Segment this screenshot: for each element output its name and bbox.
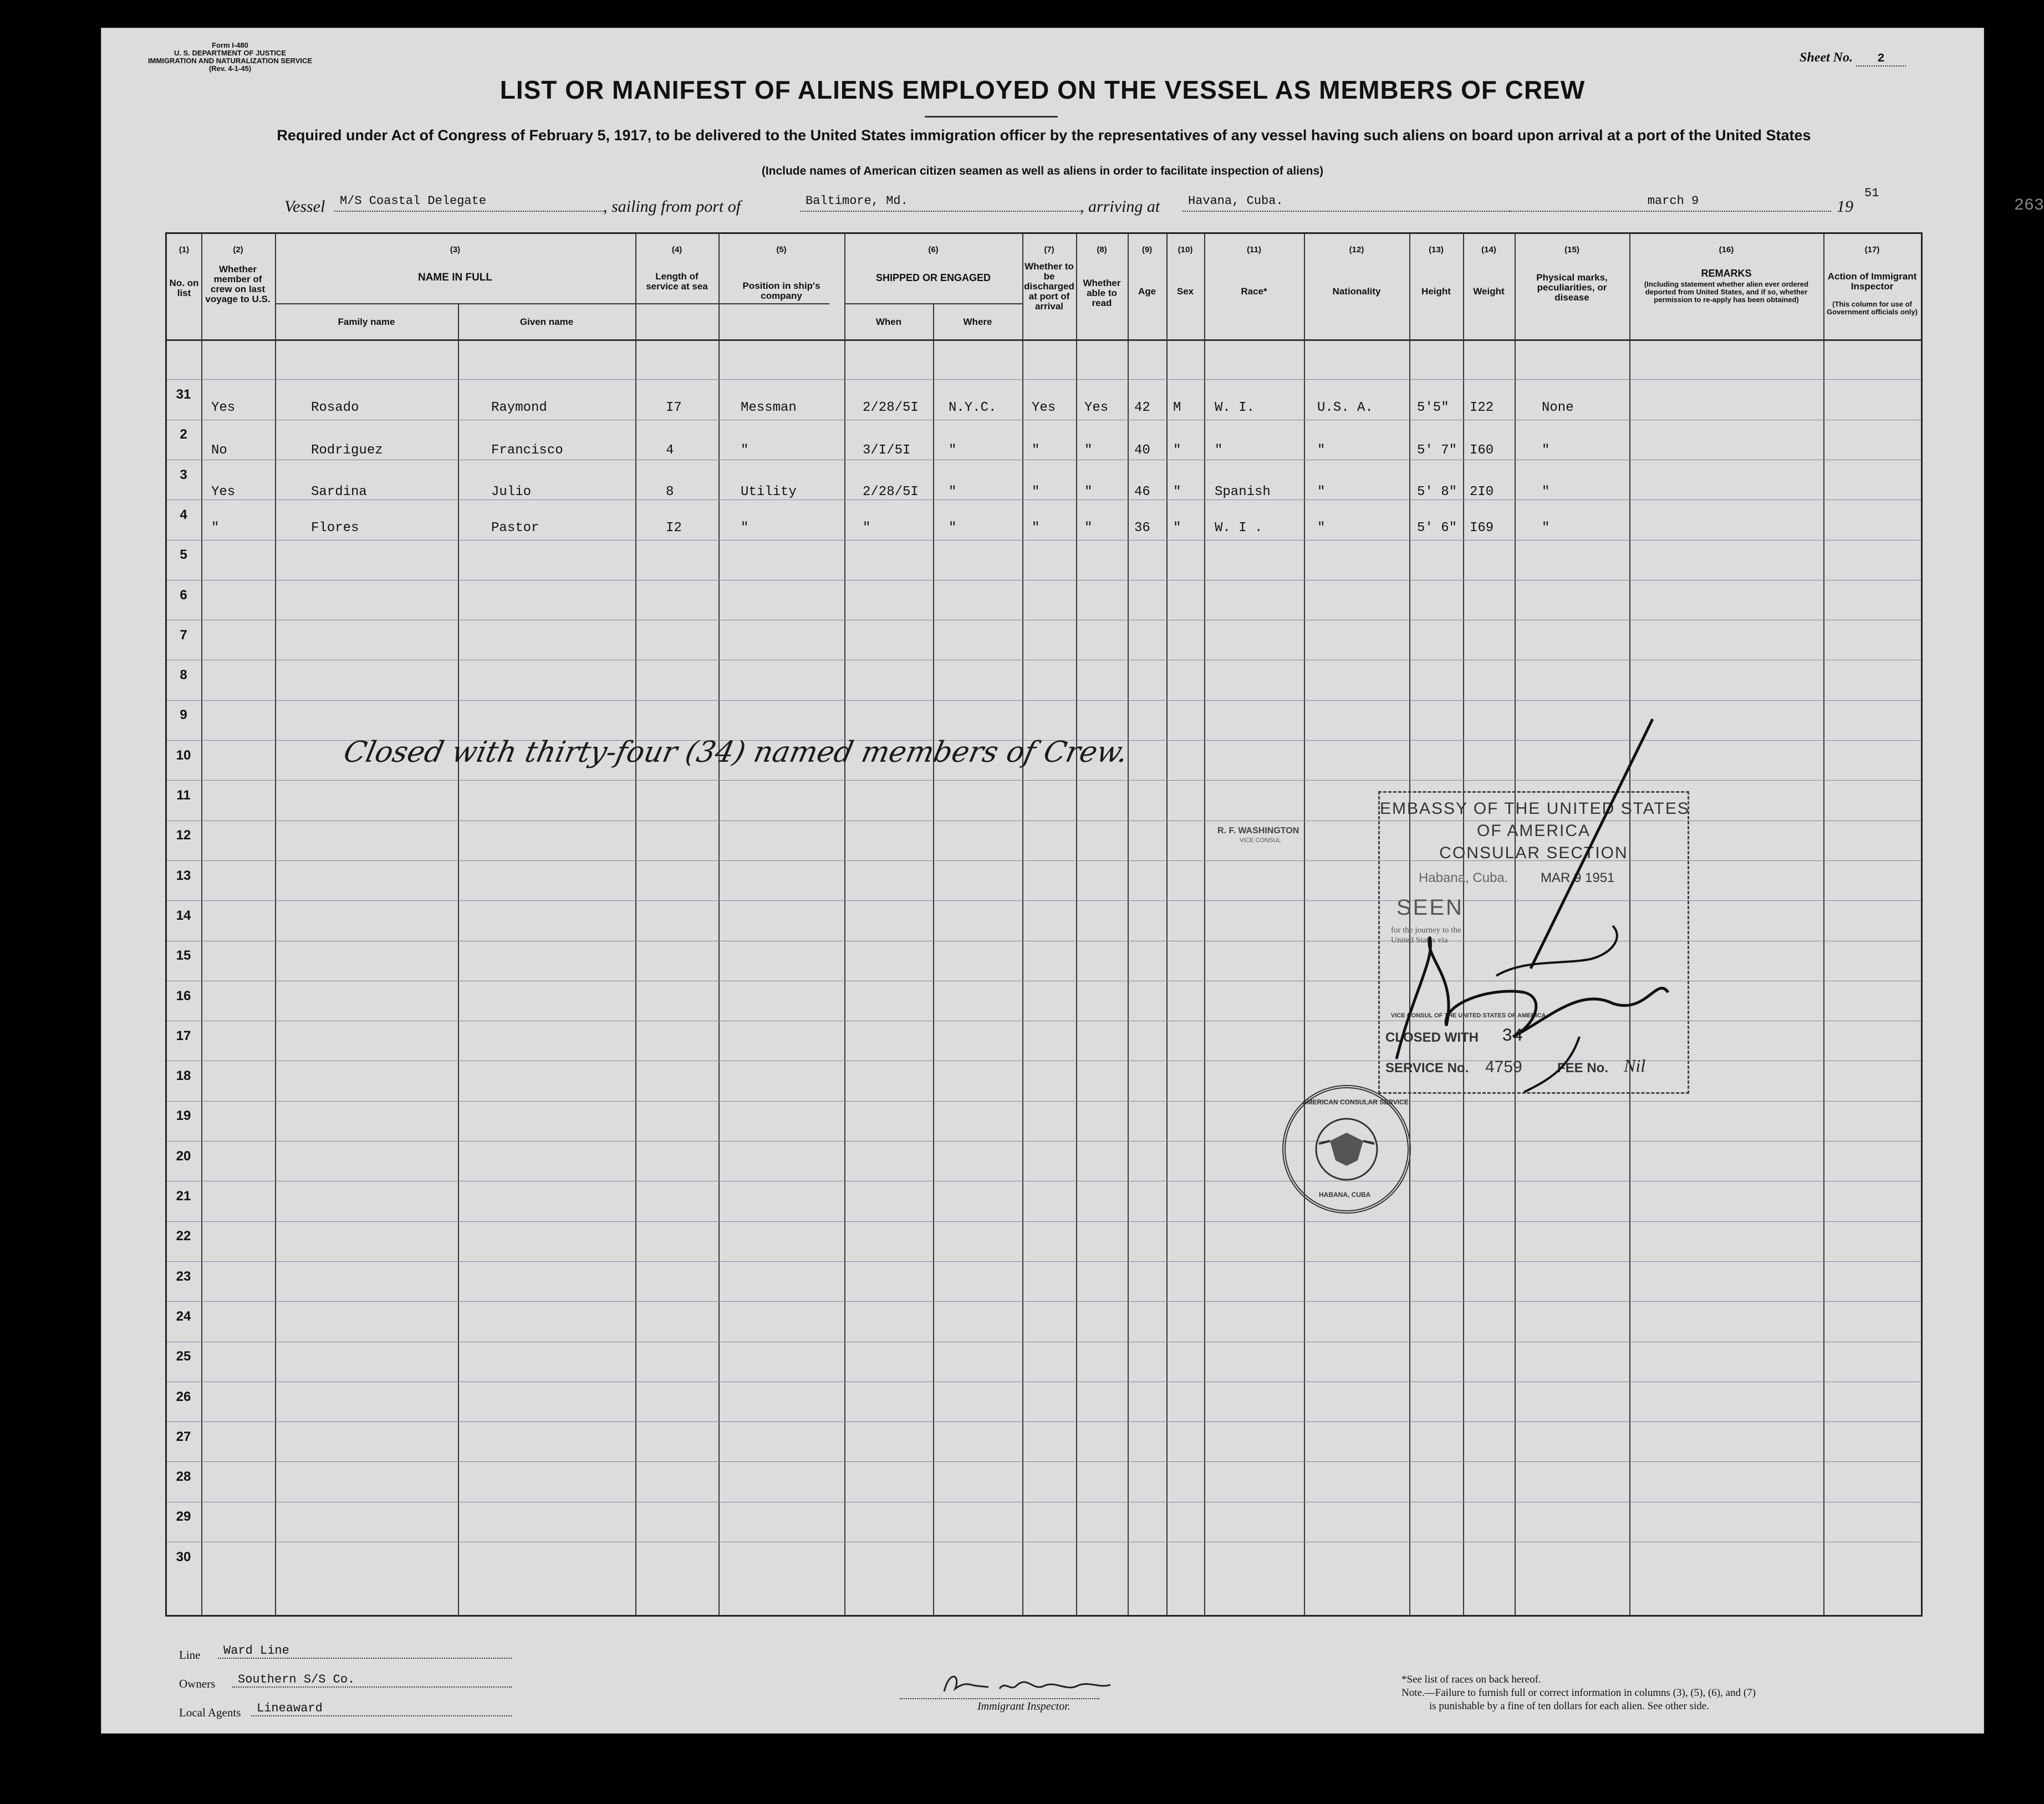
- owners-value: Southern S/S Co.: [232, 1673, 512, 1688]
- row-number: 16: [176, 988, 191, 1003]
- col10-number: (10): [1178, 245, 1193, 254]
- cell-service: I7: [666, 400, 682, 415]
- when-header: When: [875, 317, 902, 327]
- row-number: 10: [176, 747, 191, 763]
- cell-last: Yes: [211, 485, 236, 500]
- row-number: 24: [176, 1308, 191, 1324]
- cell-family: Rosado: [311, 400, 359, 415]
- row-number: 4: [180, 507, 187, 522]
- row-number: 2: [180, 427, 187, 442]
- col4-number: (4): [671, 245, 682, 254]
- col16-header: REMARKS: [1701, 268, 1752, 279]
- col3-header: NAME IN FULL: [417, 272, 493, 283]
- stamp-closed-label: CLOSED WITH: [1385, 1030, 1479, 1045]
- manifest-page: [101, 28, 2044, 1734]
- cell-nationality: ": [1317, 485, 1326, 500]
- sheet-label: Sheet No.: [1800, 50, 1853, 65]
- col-divider: [1304, 234, 1305, 1615]
- where-header: Where: [963, 317, 992, 327]
- cell-weight: I69: [1470, 521, 1494, 536]
- form-identifier: [136, 42, 324, 73]
- sailing-label: , sailing from port of: [603, 197, 741, 216]
- row-number: 28: [176, 1469, 191, 1485]
- row-number: 30: [176, 1549, 191, 1565]
- cell-given: Julio: [491, 485, 532, 500]
- stamp-fee-value: Nil: [1624, 1056, 1646, 1076]
- row-rule: [167, 700, 1921, 701]
- col-divider: [1128, 234, 1129, 1615]
- cell-given: Pastor: [491, 521, 539, 536]
- stamp-fee-label: FEE No.: [1557, 1061, 1609, 1076]
- sailing-from: Baltimore, Md.: [800, 194, 1083, 212]
- stamp-line1: EMBASSY OF THE UNITED STATES: [1380, 799, 1690, 818]
- penalty-note-2: is punishable by a fine of ten dollars for each alien. See other side.: [1429, 1700, 1709, 1712]
- row-rule: [167, 1421, 1921, 1422]
- crew-table: [165, 232, 1923, 1617]
- col17-subheader: (This column for use of Government officials only): [1827, 300, 1918, 316]
- stamp-closed-value: 34: [1502, 1026, 1523, 1046]
- cell-where: ": [949, 443, 957, 458]
- cell-given: Raymond: [491, 400, 547, 415]
- row-number: 15: [176, 948, 191, 964]
- cell-when: 3/I/5I: [863, 443, 911, 458]
- col2-number: (2): [233, 245, 243, 254]
- col-divider: [201, 234, 202, 1615]
- cell-height: 5' 8": [1417, 485, 1457, 500]
- form-number: Form I-480: [212, 41, 248, 49]
- col14-header: Weight: [1473, 286, 1505, 297]
- cell-last: Yes: [211, 400, 236, 415]
- name-subheader-rule: [275, 303, 829, 304]
- col-divider: [1823, 234, 1824, 1615]
- stamp-seen: SEEN: [1396, 895, 1464, 920]
- row-number: 11: [176, 788, 191, 803]
- row-rule: [167, 540, 1921, 541]
- row-rule: [167, 379, 1921, 380]
- row-number: 17: [176, 1028, 191, 1043]
- cell-family: Rodriguez: [311, 443, 383, 458]
- page-title: LIST OR MANIFEST OF ALIENS EMPLOYED ON THE VESSEL AS MEMBERS OF CREW: [499, 75, 1586, 104]
- col5-number: (5): [776, 245, 787, 254]
- cell-weight: 2I0: [1470, 485, 1494, 500]
- row-number: 27: [176, 1429, 191, 1444]
- stamp-vice-consul-line: VICE CONSUL OF THE UNITED STATES OF AMERICA: [1391, 1012, 1546, 1019]
- inspector-signature: [939, 1664, 1116, 1703]
- row-number: 19: [176, 1108, 191, 1124]
- row-rule: [167, 1461, 1921, 1462]
- row-number: 13: [176, 868, 191, 883]
- sheet-value: 2: [1856, 52, 1906, 67]
- cell-sex: ": [1173, 443, 1181, 458]
- requirement-text: Required under Act of Congress of February 5, 1917, to be delivered to the United States immigration officer by the representatives of any vessel having such aliens on board upon arrival at a port of the United States: [277, 127, 1811, 144]
- col6-header: SHIPPED OR ENGAGED: [875, 272, 991, 283]
- row-number: 29: [176, 1509, 191, 1525]
- cell-service: 8: [666, 485, 674, 500]
- col-divider: [844, 234, 845, 1615]
- cell-discharged: ": [1032, 443, 1040, 458]
- cell-sex: ": [1173, 485, 1181, 500]
- cell-read: ": [1084, 521, 1093, 536]
- col-divider: [635, 234, 636, 1615]
- cell-race: ": [1215, 443, 1223, 458]
- line-value: Ward Line: [218, 1644, 512, 1659]
- closed-handwritten-note: Closed with thirty-four (34) named members of Crew.: [340, 736, 1131, 769]
- owners-label: Owners: [179, 1677, 216, 1690]
- cell-given: Francisco: [491, 443, 563, 458]
- col11-header: Race*: [1241, 286, 1267, 297]
- cell-family: Sardina: [311, 485, 367, 500]
- stamp-cross-stroke: [1525, 716, 1658, 971]
- cell-marks: None: [1542, 400, 1574, 415]
- col8-header: Whether able to read: [1083, 278, 1121, 308]
- col5-header: Position in ship's company: [742, 281, 820, 301]
- year-prefix: 19: [1837, 197, 1853, 216]
- row-rule: [167, 1261, 1921, 1262]
- vessel-name: M/S Coastal Delegate: [334, 194, 606, 212]
- col9-header: Age: [1138, 286, 1156, 297]
- col7-number: (7): [1044, 245, 1054, 254]
- cell-where: ": [949, 485, 957, 500]
- cell-race: Spanish: [1215, 485, 1271, 500]
- col17-header: Action of Immigrant Inspector: [1827, 271, 1917, 292]
- col12-header: Nationality: [1332, 286, 1381, 297]
- cell-where: ": [949, 521, 957, 536]
- cell-service: I2: [666, 521, 682, 536]
- cell-race: W. I.: [1215, 400, 1255, 415]
- col10-header: Sex: [1176, 286, 1194, 297]
- cell-position: Utility: [741, 485, 797, 500]
- col11-number: (11): [1247, 245, 1261, 254]
- cell-age: 36: [1134, 521, 1150, 536]
- cell-height: 5' 7": [1417, 443, 1457, 458]
- stamp-journey1: for the journey to the: [1391, 926, 1461, 935]
- cell-marks: ": [1542, 485, 1550, 500]
- col15-number: (15): [1564, 245, 1579, 254]
- col12-number: (12): [1349, 245, 1364, 254]
- cell-marks: ": [1542, 443, 1550, 458]
- cell-weight: I60: [1470, 443, 1494, 458]
- col14-number: (14): [1481, 245, 1496, 254]
- col17-number: (17): [1864, 245, 1880, 254]
- col-divider: [1076, 234, 1077, 1615]
- row-number: 9: [180, 707, 187, 723]
- year-suffix: 51: [1864, 186, 1879, 200]
- row-rule: [167, 1101, 1921, 1102]
- arrival-date: march 9: [1510, 194, 1831, 212]
- col-divider: [1166, 234, 1168, 1615]
- title-rule: [925, 116, 1058, 118]
- row-number: 22: [176, 1229, 191, 1244]
- row-number: 8: [180, 667, 187, 683]
- seal-bottom-text: HABANA, CUBA: [1319, 1191, 1371, 1199]
- vessel-line: [284, 186, 2044, 220]
- row-number: 18: [176, 1068, 191, 1084]
- col4-header: Length of service at sea: [646, 271, 708, 292]
- row-number: 20: [176, 1148, 191, 1164]
- col7-header: Whether to be discharged at port of arrival: [1024, 261, 1074, 312]
- cell-nationality: ": [1317, 443, 1326, 458]
- races-note: *See list of races on back hereof.: [1401, 1674, 1541, 1685]
- row-number: 12: [176, 828, 191, 843]
- given-name-header: Given name: [519, 317, 574, 327]
- row-number: 3: [180, 467, 187, 482]
- cell-when: 2/28/5I: [863, 400, 919, 415]
- cell-age: 46: [1134, 485, 1150, 500]
- row-number: 31: [176, 387, 191, 402]
- form-service: IMMIGRATION AND NATURALIZATION SERVICE: [147, 57, 313, 65]
- stamp-city: Habana, Cuba.: [1419, 870, 1508, 885]
- col-divider: [275, 234, 276, 1615]
- cell-position: ": [741, 443, 749, 458]
- vice-consul-name: R. F. WASHINGTON: [1217, 826, 1299, 835]
- row-number: 25: [176, 1349, 191, 1364]
- col16-number: (16): [1719, 245, 1734, 254]
- row-rule: [167, 1221, 1921, 1222]
- row-number: 26: [176, 1389, 191, 1404]
- cell-height: 5' 6": [1417, 521, 1457, 536]
- col16-subheader: (Including statement whether alien ever ordered deported from United States, and if so, whether permission to re-apply has been obtained): [1644, 280, 1809, 304]
- cell-position: ": [741, 521, 749, 536]
- col1-header: No. on list: [169, 278, 199, 298]
- include-note: (Include names of American citizen seamen as well as aliens in order to facilitate inspection of aliens): [761, 165, 1324, 177]
- stamp-line2: OF AMERICA: [1476, 822, 1591, 840]
- col1-number: (1): [179, 245, 190, 254]
- form-revision: (Rev. 4-1-45): [208, 64, 252, 73]
- family-name-header: Family name: [338, 317, 395, 327]
- cell-where: N.Y.C.: [949, 400, 997, 415]
- cell-nationality: U.S. A.: [1317, 400, 1373, 415]
- cell-when: ": [863, 521, 871, 536]
- cell-race: W. I .: [1215, 521, 1263, 536]
- cell-when: 2/28/5I: [863, 485, 919, 500]
- inspector-signature-line: [900, 1698, 1099, 1699]
- row-rule: [167, 1301, 1921, 1302]
- cell-discharged: ": [1032, 485, 1040, 500]
- cell-age: 42: [1134, 400, 1150, 415]
- agents-value: Lineaward: [251, 1701, 512, 1716]
- col6-number: (6): [928, 245, 939, 254]
- cell-nationality: ": [1317, 521, 1326, 536]
- cell-family: Flores: [311, 521, 359, 536]
- cell-marks: ": [1542, 521, 1550, 536]
- page-stamp-number: 263: [2014, 196, 2044, 215]
- row-number: 7: [180, 627, 187, 643]
- col-divider: [718, 234, 720, 1615]
- cell-last: ": [211, 521, 220, 536]
- row-number: 5: [180, 547, 187, 563]
- inspector-caption: Immigrant Inspector.: [977, 1700, 1071, 1713]
- stamp-date: MAR 9 1951: [1541, 870, 1615, 885]
- col13-header: Height: [1421, 286, 1451, 297]
- arriving-at: Havana, Cuba.: [1182, 194, 1510, 212]
- row-number: 23: [176, 1268, 191, 1284]
- sheet-number: [1800, 50, 1906, 67]
- stamp-service-value: 4759: [1485, 1058, 1522, 1076]
- cell-sex: M: [1173, 400, 1181, 415]
- vessel-label: Vessel: [284, 197, 325, 216]
- arriving-label: , arriving at: [1080, 197, 1160, 216]
- cell-last: No: [211, 443, 227, 458]
- cell-read: Yes: [1084, 400, 1109, 415]
- col-divider: [1204, 234, 1205, 1615]
- cell-position: Messman: [741, 400, 797, 415]
- col-divider: [1022, 234, 1023, 1615]
- form-dept: U. S. DEPARTMENT OF JUSTICE: [174, 49, 286, 57]
- penalty-note-1: Note.—Failure to furnish full or correct information in columns (3), (5), (6), and (7): [1401, 1687, 1756, 1699]
- header-bottom-rule: [167, 339, 1921, 341]
- consular-seal: [1282, 1085, 1411, 1214]
- stamp-service-label: SERVICE No.: [1385, 1061, 1469, 1076]
- cell-discharged: Yes: [1032, 400, 1056, 415]
- row-number: 6: [180, 587, 187, 603]
- col15-header: Physical marks, peculiarities, or disease: [1536, 272, 1608, 303]
- cell-read: ": [1084, 485, 1093, 500]
- cell-sex: ": [1173, 521, 1181, 536]
- agents-label: Local Agents: [179, 1706, 241, 1719]
- row-number: 21: [176, 1189, 191, 1204]
- vice-consul-title: VICE CONSUL: [1240, 837, 1281, 844]
- line-label: Line: [179, 1648, 201, 1662]
- cell-read: ": [1084, 443, 1093, 458]
- col8-number: (8): [1097, 245, 1107, 254]
- cell-age: 40: [1134, 443, 1150, 458]
- col9-number: (9): [1141, 245, 1153, 254]
- stamp-journey2: United States via: [1391, 936, 1448, 945]
- seal-top-text: AMERICAN CONSULAR SERVICE: [1302, 1098, 1409, 1106]
- row-number: 14: [176, 908, 191, 923]
- stamp-line3: CONSULAR SECTION: [1439, 844, 1628, 862]
- cell-service: 4: [666, 443, 674, 458]
- cell-height: 5'5": [1417, 400, 1449, 415]
- col2-header: Whether member of crew on last voyage to U.S.: [205, 264, 271, 304]
- col3-number: (3): [450, 245, 461, 254]
- col13-number: (13): [1429, 245, 1444, 254]
- cell-weight: I22: [1470, 400, 1494, 415]
- cell-discharged: ": [1032, 521, 1040, 536]
